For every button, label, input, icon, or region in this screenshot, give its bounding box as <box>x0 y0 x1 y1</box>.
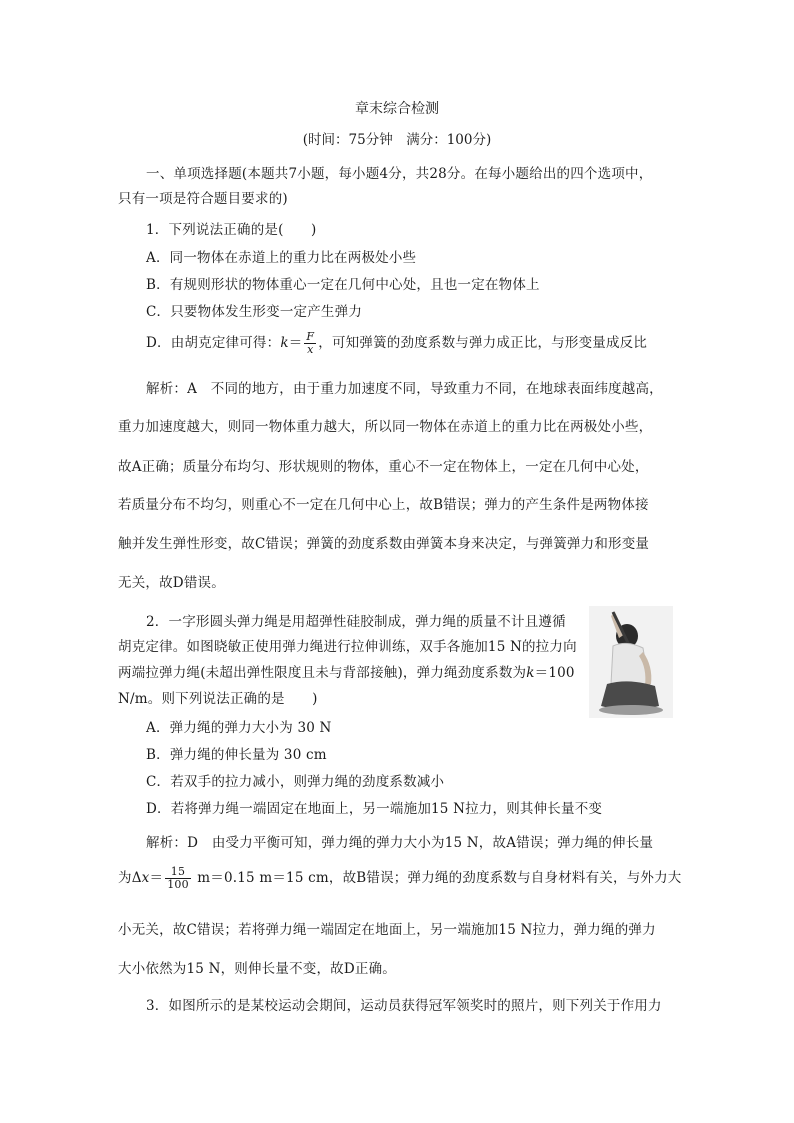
q2-stem-line: N/m。则下列说法正确的是 ) <box>118 691 318 707</box>
q1-d-denominator: x <box>307 343 314 356</box>
q1-option-a: A．同一物体在赤道上的重力比在两极处小些 <box>146 250 417 266</box>
page-subtitle: (时间：75分钟 满分：100分) <box>302 132 492 148</box>
q2-stem-line: 胡克定律。如图晓敏正使用弹力绳进行拉伸训练，双手各施加15 N的拉力向 <box>118 639 577 655</box>
q2-stem-line-3 <box>118 661 575 681</box>
q2-exp-x: x <box>141 870 150 886</box>
q2-option-b: B．弹力绳的伸长量为 30 cm <box>146 747 327 763</box>
section-heading-line1: 一、单项选择题(本题共7小题，每小题4分，共28分。在每小题给出的四个选项中， <box>146 166 653 182</box>
q1-d-suffix: ，可知弹簧的劲度系数与弹力成正比，与形变量成反比 <box>318 335 648 351</box>
q1-d-fraction <box>304 331 316 356</box>
q2-exp-eq: ＝ <box>149 870 164 886</box>
q2-stem-k: k <box>526 665 535 681</box>
q2-exp-suffix: m＝0.15 m＝15 cm，故B错误；弹力绳的劲度系数与自身材料有关，与外力大 <box>192 870 682 886</box>
q2-explanation-line-2 <box>118 866 682 891</box>
q1-stem: 1．下列说法正确的是( ) <box>146 222 317 238</box>
q1-d-k: k <box>280 335 289 351</box>
q2-exp-denominator: 100 <box>167 878 189 891</box>
q2-exp-prefix: 为Δ <box>118 870 142 886</box>
q2-exp-fraction <box>165 866 191 891</box>
q1-d-eq: ＝ <box>288 335 303 351</box>
q1-d-numerator: F <box>306 330 315 343</box>
q2-exp-numerator: 15 <box>165 866 191 879</box>
q2-option-a: A．弹力绳的弹力大小为 30 N <box>146 720 332 736</box>
q2-stem-line: 2．一字形圆头弹力绳是用超弹性硅胶制成，弹力绳的质量不计且遵循 <box>146 614 566 630</box>
q2-explanation-line-1: 解析：D 由受力平衡可知，弹力绳的弹力大小为15 N，故A错误；弹力绳的伸长量 <box>146 835 654 851</box>
q1-explanation-line: 若质量分布不均匀，则重心不一定在几何中心上，故B错误；弹力的产生条件是两物体接 <box>118 497 649 513</box>
q1-explanation-line: 重力加速度越大，则同一物体重力越大，所以同一物体在赤道上的重力比在两极处小些， <box>118 419 653 435</box>
q2-option-d: D．若将弹力绳一端固定在地面上，另一端施加15 N拉力，则其伸长量不变 <box>146 801 603 817</box>
q2-explanation-line-3: 小无关，故C错误；若将弹力绳一端固定在地面上，另一端施加15 N拉力，弹力绳的弹力 <box>118 922 656 938</box>
q1-explanation-line: 解析：A 不同的地方，由于重力加速度不同，导致重力不同，在地球表面纬度越高， <box>146 381 663 397</box>
q2-explanation-line-4: 大小依然为15 N，则伸长量不变，故D正确。 <box>118 961 397 977</box>
q2-stem-k-value: ＝100 <box>534 665 575 681</box>
q1-option-b: B．有规则形状的物体重心一定在几何中心处，且也一定在物体上 <box>146 277 540 293</box>
page-title: 章末综合检测 <box>355 101 439 117</box>
section-heading-line2: 只有一项是符合题目要求的) <box>118 191 288 207</box>
q1-option-d <box>146 331 647 356</box>
q3-stem: 3．如图所示的是某校运动会期间，运动员获得冠军领奖时的照片，则下列关于作用力 <box>146 998 662 1014</box>
q1-explanation-line: 无关，故D错误。 <box>118 575 225 591</box>
stretching-photo <box>589 606 673 718</box>
q1-explanation-line: 故A正确；质量分布均匀、形状规则的物体，重心不一定在物体上，一定在几何中心处， <box>118 459 649 475</box>
q2-stem-line-3-text: 两端拉弹力绳(未超出弹性限度且未与背部接触)，弹力绳劲度系数为 <box>118 665 527 681</box>
q1-option-c: C．只要物体发生形变一定产生弹力 <box>146 304 363 320</box>
q2-option-c: C．若双手的拉力减小，则弹力绳的劲度系数减小 <box>146 774 445 790</box>
q1-d-prefix: D．由胡克定律可得： <box>146 335 281 351</box>
q1-explanation-line: 触并发生弹性形变，故C错误；弹簧的劲度系数由弹簧本身来决定，与弹簧弹力和形变量 <box>118 536 650 552</box>
